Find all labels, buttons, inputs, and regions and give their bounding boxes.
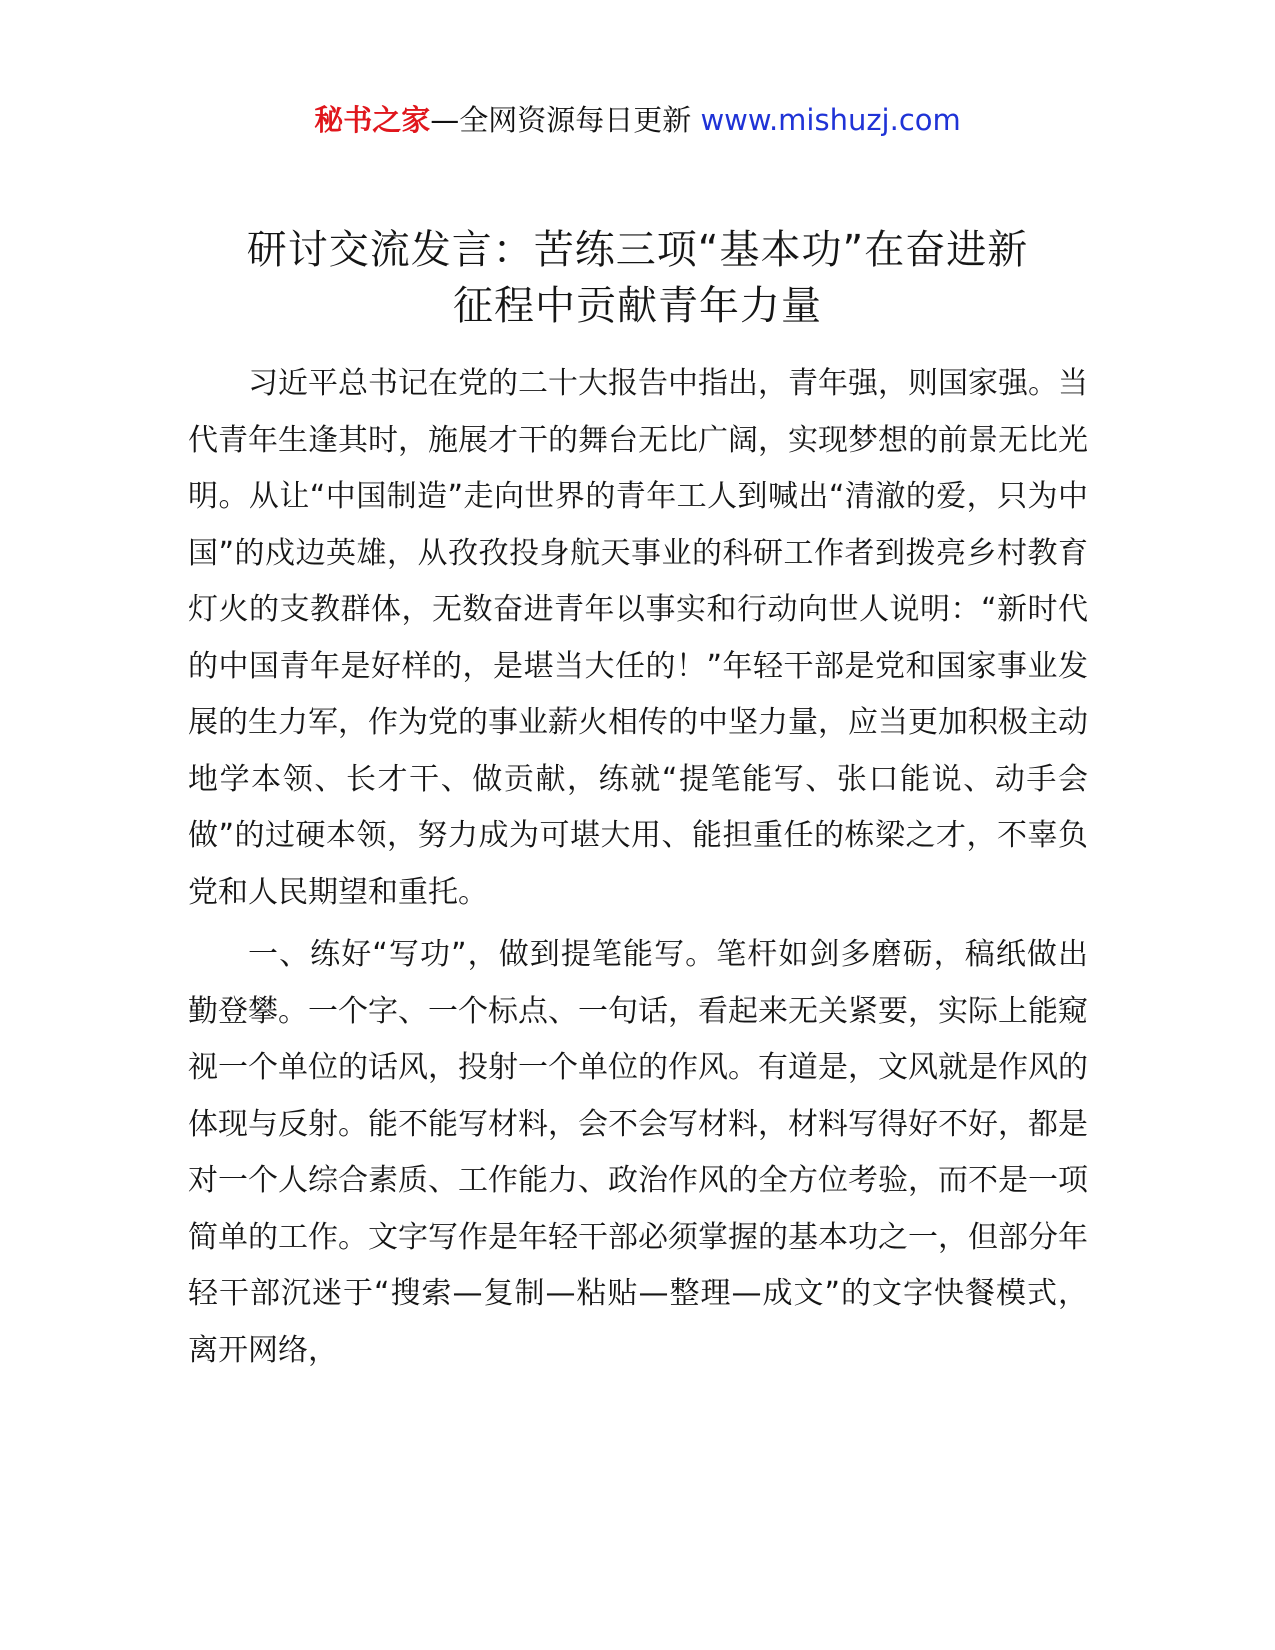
document-title bbox=[150, 222, 1125, 334]
paragraph-intro: 习近平总书记在党的二十大报告中指出，青年强，则国家强。当代青年生逢其时，施展才干的舞台无比广阔，实现梦想的前景无比光明。从让“中国制造”走向世界的青年工人到喊出“清澈的爱，只为中国”的戍边英雄，从孜孜投身航天事业的科研工作者到拨亮乡村教育灯火的支教群体，无数奋进青年以事实和行动向世人说明：“新时代的中国青年是好样的，是堪当大任的！”年轻干部是党和国家事业发展的生力军，作为党的事业薪火相传的中坚力量，应当更加积极主动地学本领、长才干、做贡献，练就“提笔能写、张口能说、动手会做”的过硬本领，努力成为可堪大用、能担重任的栋梁之才，不辜负党和人民期望和重托。 bbox=[188, 366, 1088, 910]
document-body bbox=[188, 356, 1088, 1385]
title-line-2: 征程中贡献青年力量 bbox=[453, 283, 822, 329]
paragraph-section-one: 一、练好“写功”，做到提笔能写。笔杆如剑多磨砺，稿纸做出勤登攀。一个字、一个标点、一句话，看起来无关紧要，实际上能窥视一个单位的话风，投射一个单位的作风。有道是，文风就是作风的体现与反射。能不能写材料，会不会写材料，材料写得好不好，都是对一个人综合素质、工作能力、政治作风的全方位考验，而不是一项简单的工作。文字写作是年轻干部必须掌握的基本功之一，但部分年轻干部沉迷于“搜索—复制—粘贴—整理—成文”的文字快餐模式，离开网络， bbox=[188, 937, 1088, 1368]
title-line-1: 研讨交流发言：苦练三项“基本功”在奋进新 bbox=[246, 227, 1029, 273]
header-tagline: —全网资源每日更新 bbox=[430, 103, 692, 137]
page-header bbox=[0, 100, 1275, 140]
website-link[interactable]: www.mishuzj.com bbox=[700, 103, 961, 137]
brand-name: 秘书之家 bbox=[314, 103, 431, 137]
